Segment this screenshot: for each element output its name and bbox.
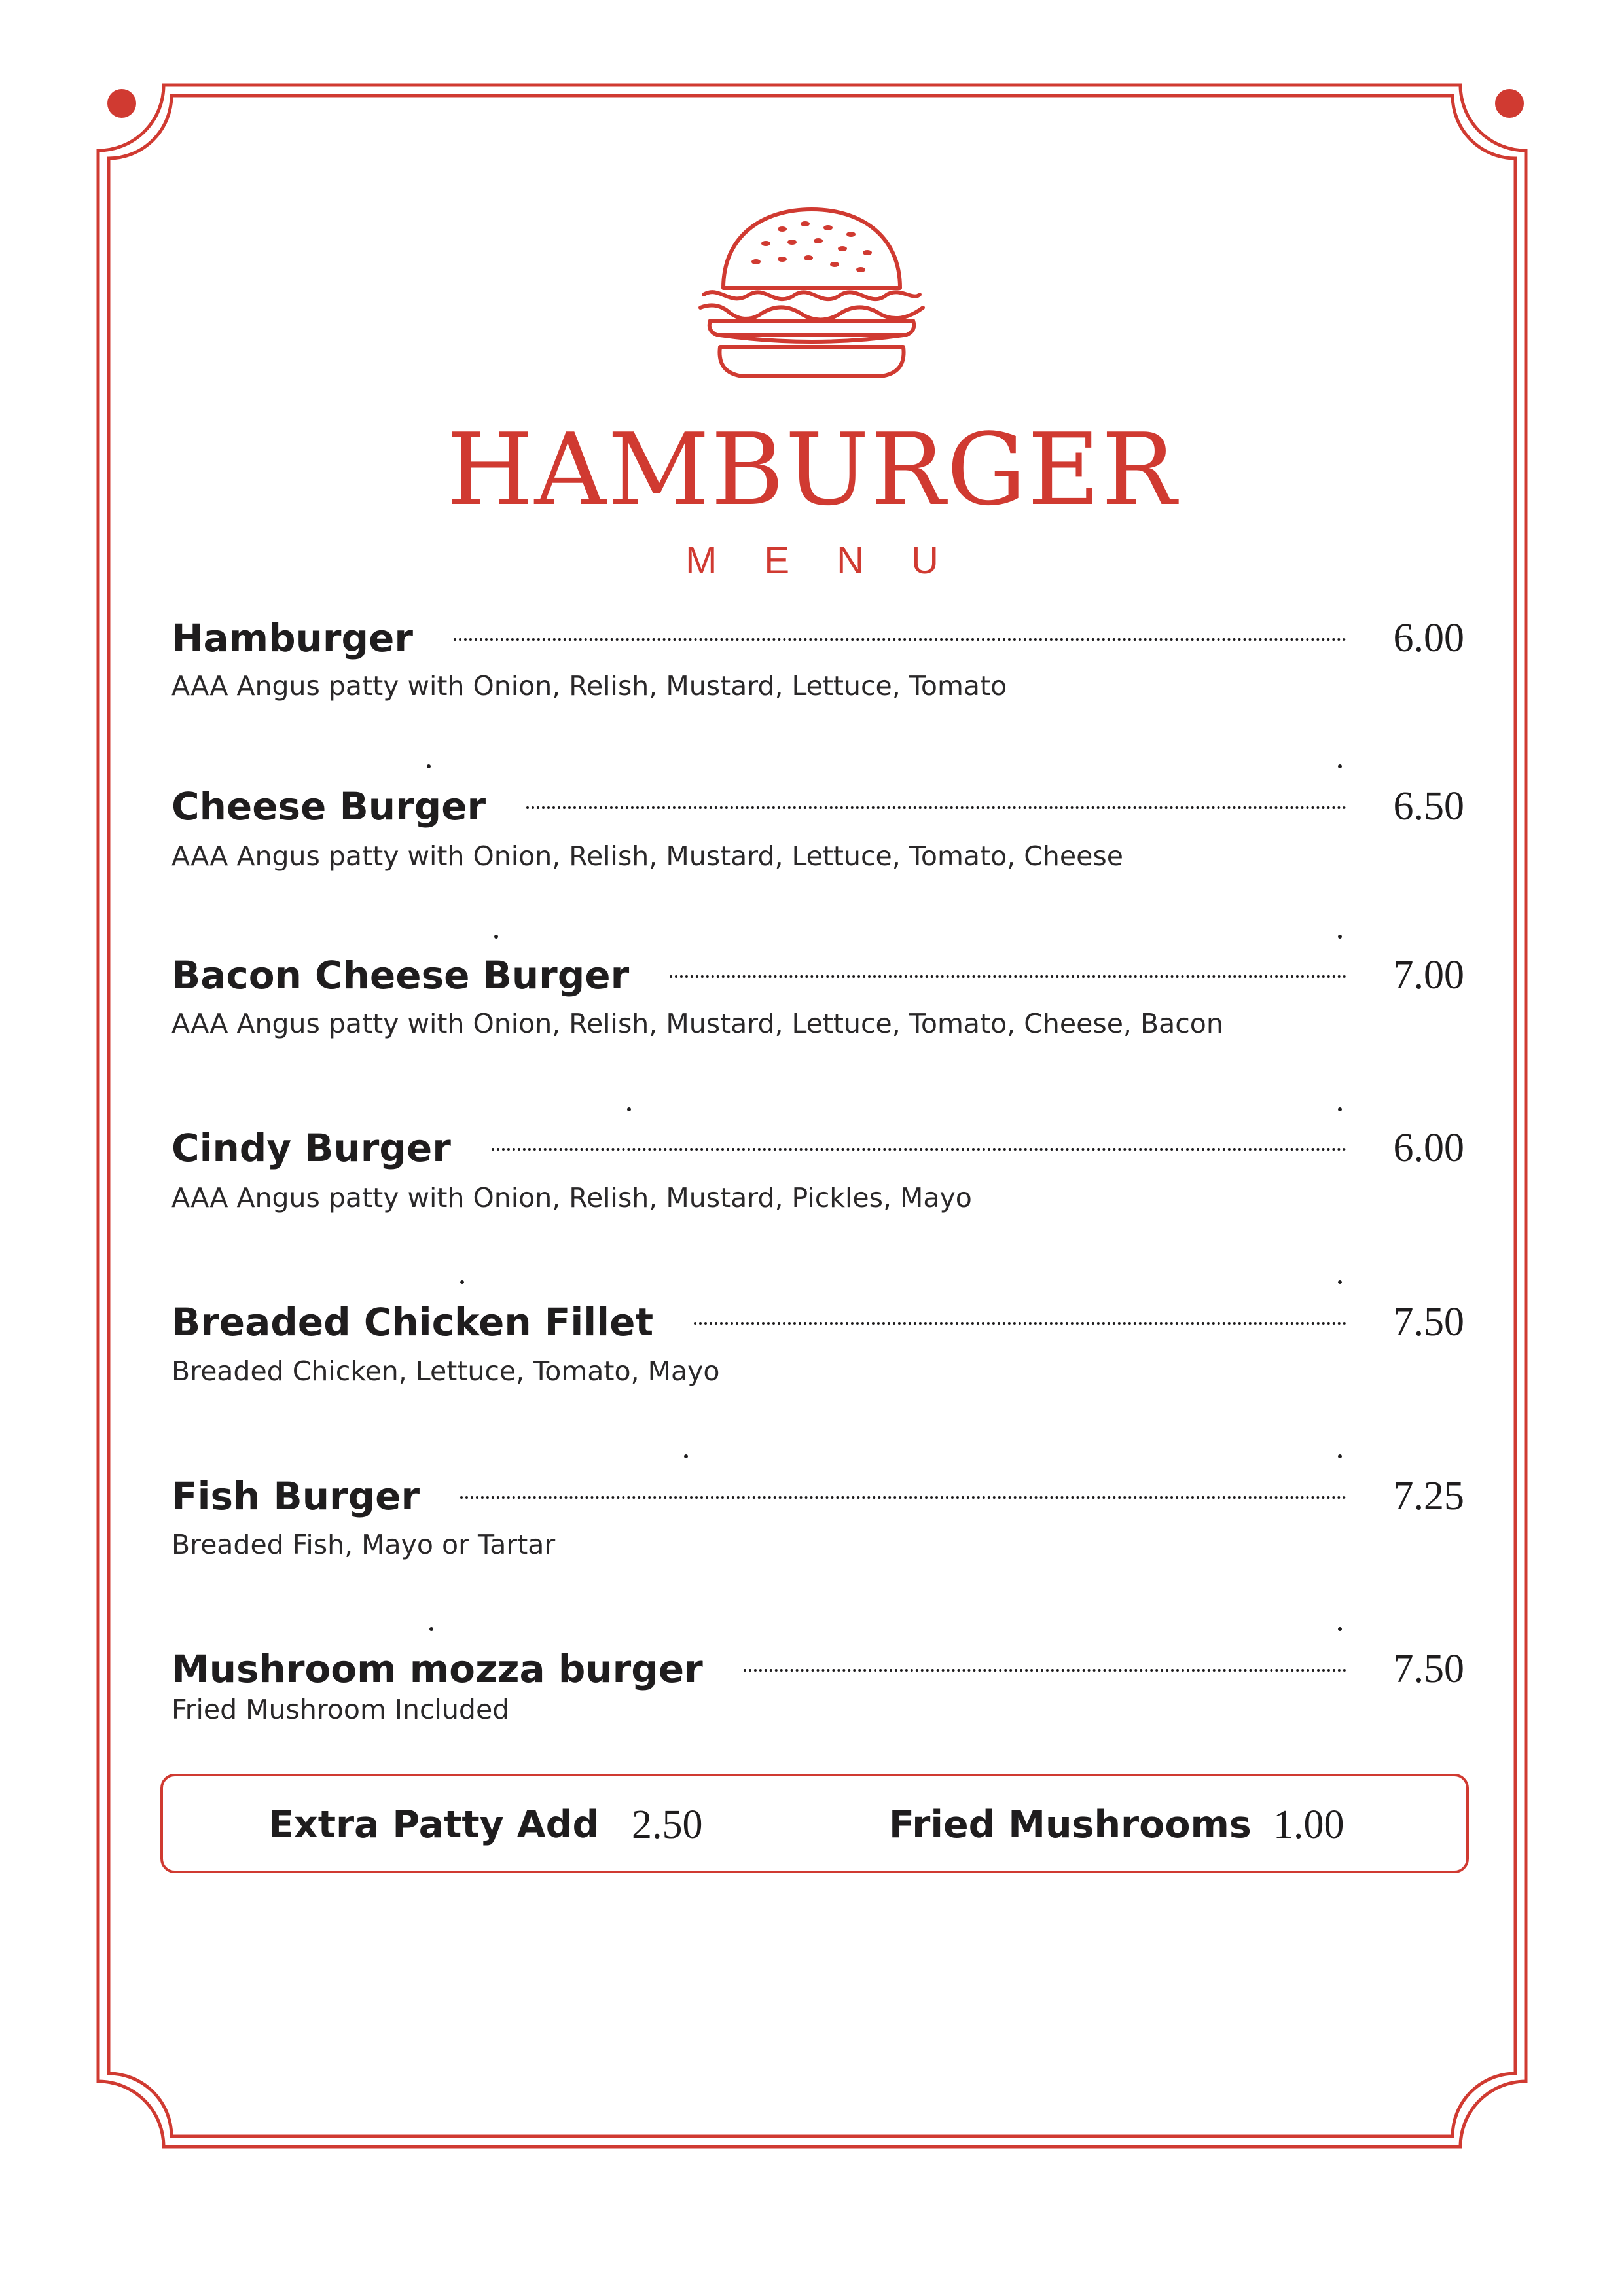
extra-name: Fried Mushrooms (889, 1803, 1252, 1846)
item-name: Breaded Chicken Fillet (171, 1300, 654, 1344)
item-description: Fried Mushroom Included (171, 1694, 510, 1725)
dot-leader (460, 1496, 1346, 1499)
corner-dot-right (1495, 89, 1524, 118)
item-name: Bacon Cheese Burger (171, 953, 630, 997)
item-description: Breaded Fish, Mayo or Tartar (171, 1529, 556, 1560)
item-description: Breaded Chicken, Lettuce, Tomato, Mayo (171, 1355, 720, 1387)
dot-mark (429, 1627, 433, 1631)
item-price: 7.50 (1393, 1299, 1464, 1344)
hamburger-icon (691, 196, 933, 386)
item-price: 7.50 (1393, 1646, 1464, 1691)
item-name: Cheese Burger (171, 784, 486, 829)
dot-mark (460, 1280, 464, 1284)
dot-mark (1338, 764, 1342, 768)
dot-mark (1338, 1280, 1342, 1284)
dot-leader (744, 1669, 1346, 1672)
item-price: 6.00 (1393, 615, 1464, 660)
extra-price: 2.50 (632, 1803, 703, 1847)
dot-leader (492, 1148, 1346, 1151)
menu-subtitle: MENU (685, 539, 986, 582)
menu-item (171, 605, 1464, 671)
item-description: AAA Angus patty with Onion, Relish, Mustard, Lettuce, Tomato, Cheese, Bacon (171, 1008, 1223, 1039)
item-description: AAA Angus patty with Onion, Relish, Mustard, Pickles, Mayo (171, 1182, 972, 1213)
dot-leader (454, 638, 1346, 641)
item-description: AAA Angus patty with Onion, Relish, Mustard, Lettuce, Tomato (171, 670, 1007, 702)
dot-mark (684, 1454, 688, 1458)
dot-leader (694, 1322, 1346, 1325)
dot-mark (1338, 1627, 1342, 1631)
menu-item (171, 1115, 1464, 1181)
item-price: 6.50 (1393, 783, 1464, 829)
item-name: Fish Burger (171, 1474, 420, 1518)
item-name: Cindy Burger (171, 1126, 451, 1170)
dot-mark (427, 764, 431, 768)
item-price: 7.25 (1393, 1473, 1464, 1518)
menu-item (171, 1463, 1464, 1529)
menu-item (171, 1289, 1464, 1355)
dot-mark (494, 935, 498, 939)
corner-dot-left (107, 89, 136, 118)
dot-leader (526, 806, 1346, 809)
item-name: Hamburger (171, 616, 413, 660)
item-description: AAA Angus patty with Onion, Relish, Mustard, Lettuce, Tomato, Cheese (171, 840, 1123, 872)
item-name: Mushroom mozza burger (171, 1647, 703, 1691)
extra-price: 1.00 (1273, 1803, 1344, 1847)
menu-title: HAMBURGER (446, 412, 1178, 528)
dot-mark (1338, 1454, 1342, 1458)
dot-mark (627, 1107, 631, 1111)
menu-item (171, 942, 1464, 1008)
item-price: 6.00 (1393, 1125, 1464, 1170)
menu-item (171, 774, 1464, 839)
dot-mark (1338, 935, 1342, 939)
item-price: 7.00 (1393, 952, 1464, 997)
dot-leader (670, 975, 1346, 978)
dot-mark (1338, 1107, 1342, 1111)
extra-name: Extra Patty Add (268, 1803, 600, 1846)
